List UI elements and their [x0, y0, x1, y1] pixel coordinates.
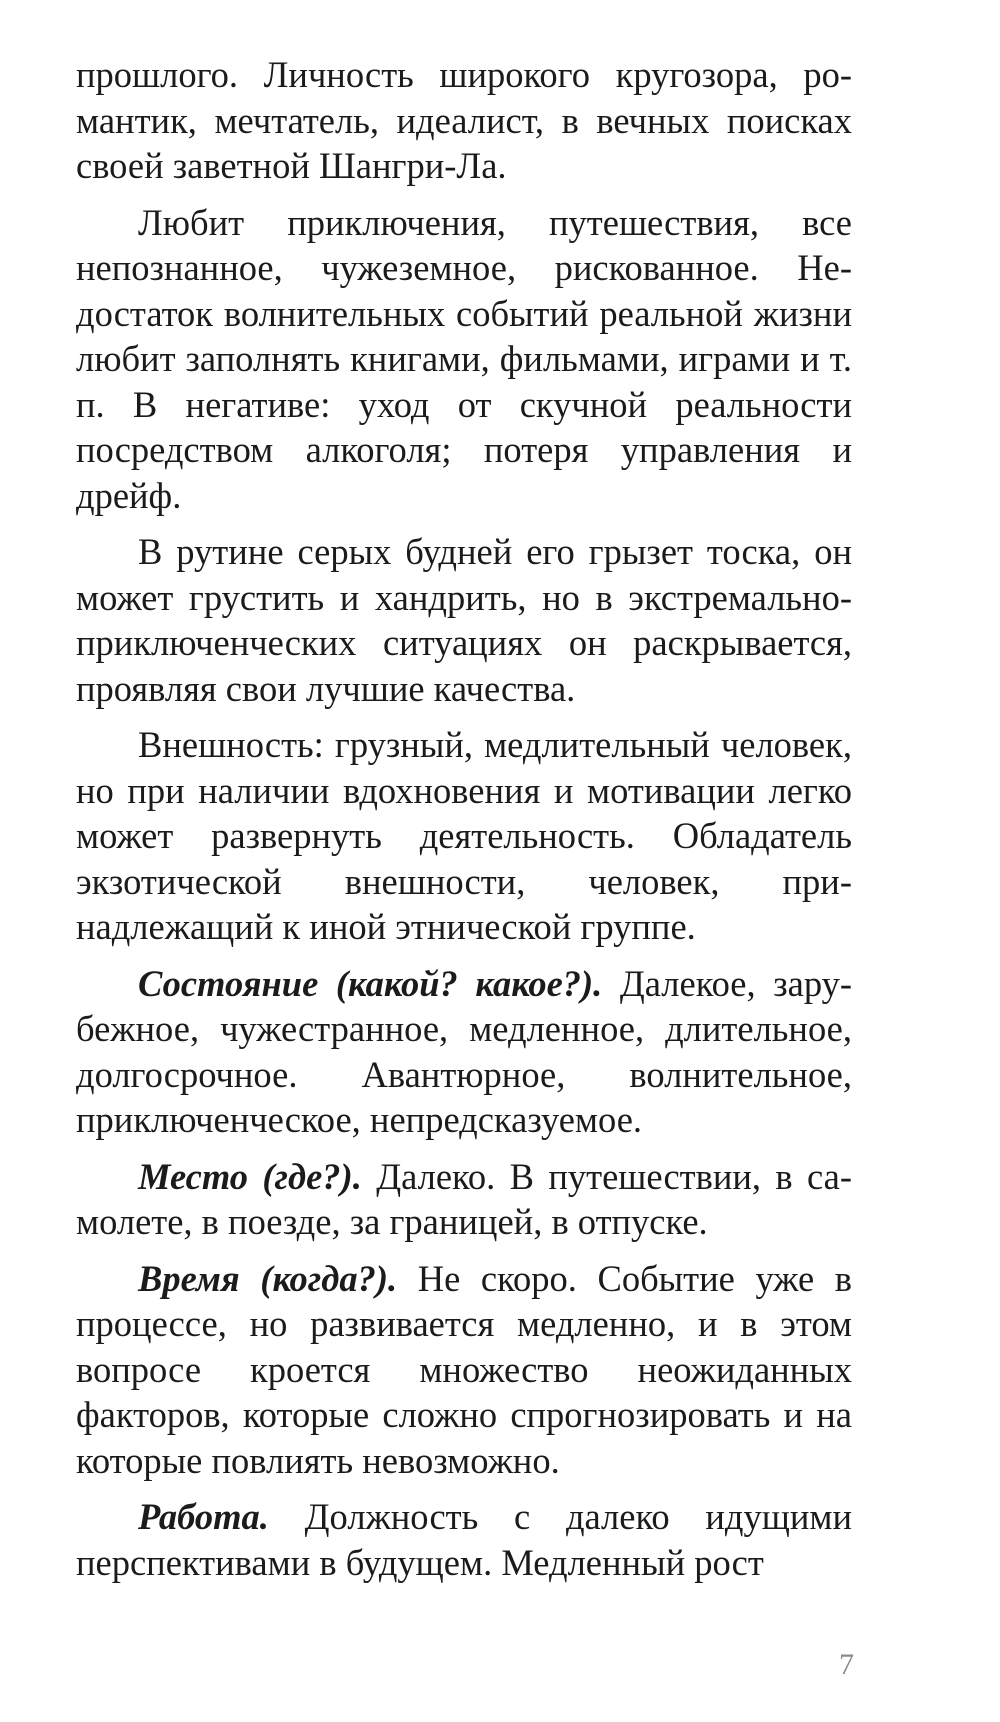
- paragraph-text: Далекое, зарубежное, чужестранное, медленное, длительное, долгосрочное. Авантюрное, волнительное, приключенческое, непредсказуемое.: [76, 962, 852, 1140]
- paragraph-label: Работа.: [138, 1496, 269, 1537]
- paragraph: [76, 722, 852, 950]
- body-text: [76, 52, 852, 1596]
- paragraph-time: [76, 1256, 852, 1484]
- paragraph: [76, 200, 852, 519]
- paragraph-place: [76, 1154, 852, 1245]
- paragraph-text: В рутине серых будней его грызет тоска, он может грустить и хандрить, но в экстремально-приключенческих ситуациях он раскрывается, проявляя свои лучшие качества.: [76, 531, 852, 709]
- paragraph-label: Состояние (какой? какое?).: [138, 962, 603, 1004]
- paragraph-text: прошлого. Личность широкого кругозора, романтик, мечтатель, идеалист, в вечных поисках своей заветной Шангри-Ла.: [76, 54, 852, 186]
- paragraph-text: Не скоро. Событие уже в процессе, но развивается медленно, и в этом вопросе кроется множество неожиданных факторов, которые сложно спрогнозировать и на которые повлиять невозможно.: [76, 1257, 852, 1481]
- page-number: 7: [839, 1648, 854, 1681]
- paragraph: [76, 52, 852, 189]
- paragraph-text: Должность с далеко идущими перспективами в будущем. Медленный рост: [76, 1496, 852, 1583]
- paragraph-text: Любит приключения, путешествия, все непознанное, чужеземное, рискованное. Недостаток волнительных событий реальной жизни любит заполнять книгами, фильмами, играми и т. п. В негативе: уход от скучной реальности посредством алкоголя; потеря управления и дрейф.: [76, 201, 852, 516]
- paragraph-state: [76, 961, 852, 1143]
- paragraph: [76, 529, 852, 711]
- paragraph-label: Время (когда?).: [138, 1257, 398, 1299]
- paragraph-text: Внешность: грузный, медлительный человек, но при наличии вдохновения и мотивации легко может развернуть деятельность. Обладатель экзотической внешности, человек, принадлежащий к иной этнической группе.: [76, 724, 852, 947]
- paragraph-label: Место (где?).: [138, 1155, 362, 1197]
- paragraph-work: [76, 1494, 852, 1585]
- paragraph-text: Далеко. В путешествии, в самолете, в поезде, за границей, в отпуске.: [76, 1155, 852, 1242]
